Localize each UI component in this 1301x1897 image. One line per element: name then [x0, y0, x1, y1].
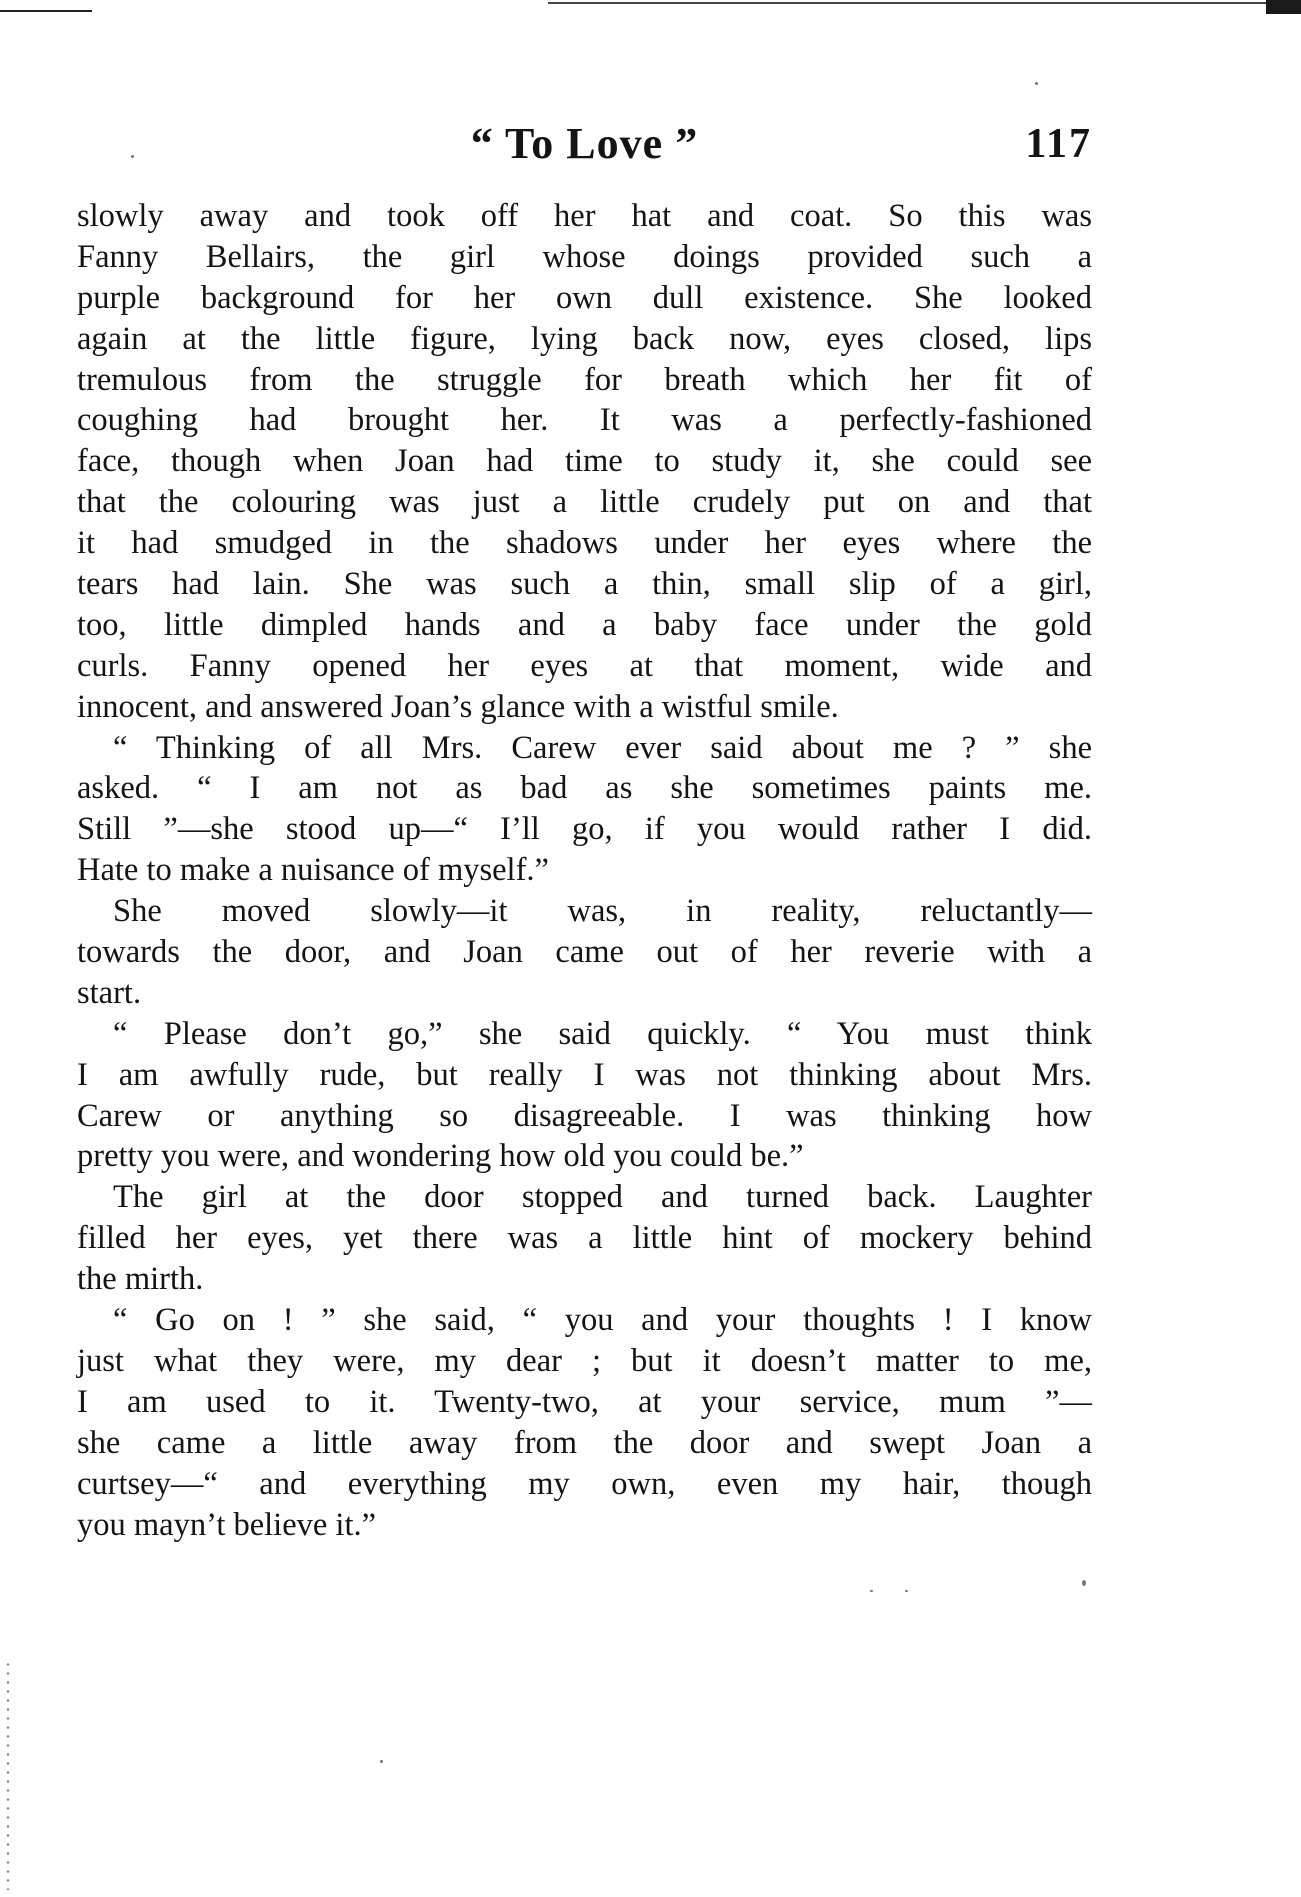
text-line: “ Please don’t go,” she said quickly. “ You must think: [113, 1015, 1092, 1052]
body-text: [77, 196, 1092, 1545]
text-line: towards the door, and Joan came out of her reverie with a: [77, 934, 1092, 971]
text-line: curtsey—“ and everything my own, even my hair, though: [77, 1465, 1092, 1502]
running-head: [77, 118, 1092, 178]
text-line: just what they were, my dear ; but it doesn’t matter to me,: [77, 1342, 1092, 1379]
text-line: I am used to it. Twenty-two, at your service, mum ”—: [77, 1383, 1092, 1420]
scan-speck: [380, 1760, 383, 1763]
text-line: asked. “ I am not as bad as she sometimes paints me.: [77, 770, 1092, 807]
text-line: curls. Fanny opened her eyes at that moment, wide and: [77, 647, 1092, 684]
text-line: that the colouring was just a little crudely put on and that: [77, 484, 1092, 521]
text-line: slowly away and took off her hat and coat. So this was: [77, 198, 1092, 234]
scan-edge-dots: [6, 1660, 10, 1890]
text-line: Still ”—she stood up—“ I’ll go, if you would rather I did.: [77, 811, 1092, 848]
text-line: tremulous from the struggle for breath which her fit of: [77, 361, 1092, 398]
text-line: it had smudged in the shadows under her eyes where the: [77, 525, 1092, 562]
text-line: filled her eyes, yet there was a little hint of mockery behind: [77, 1220, 1092, 1257]
running-title: “ To Love ”: [470, 119, 699, 168]
text-line: “ Go on ! ” she said, “ you and your thoughts ! I know: [113, 1302, 1092, 1339]
scan-speck: [1082, 1580, 1086, 1586]
text-line: Carew or anything so disagreeable. I was thinking how: [77, 1097, 1092, 1134]
corner-ink-mark: [1266, 0, 1301, 14]
text-line: tears had lain. She was such a thin, small slip of a girl,: [77, 566, 1092, 603]
scan-speck: [870, 1590, 873, 1592]
text-line: you mayn’t believe it.”: [77, 1506, 377, 1543]
text-line: She moved slowly—it was, in reality, reluctantly—: [113, 893, 1092, 930]
scan-speck: [905, 1590, 908, 1592]
text-line: again at the little figure, lying back now, eyes closed, lips: [77, 320, 1092, 357]
text-line: Hate to make a nuisance of myself.”: [77, 852, 549, 889]
top-rule-left: [0, 10, 92, 12]
text-line: “ Thinking of all Mrs. Carew ever said about me ? ” she: [113, 729, 1092, 766]
scan-speck: [131, 155, 134, 158]
top-rule-right: [548, 2, 1268, 4]
text-line: I am awfully rude, but really I was not thinking about Mrs.: [77, 1056, 1092, 1093]
scan-speck: [1035, 82, 1038, 85]
text-line: she came a little away from the door and swept Joan a: [77, 1424, 1092, 1461]
page-number: 117: [1025, 121, 1092, 167]
text-line: The girl at the door stopped and turned back. Laughter: [113, 1179, 1092, 1216]
text-line: the mirth.: [77, 1261, 204, 1298]
text-line: too, little dimpled hands and a baby face under the gold: [77, 606, 1092, 643]
text-line: face, though when Joan had time to study it, she could see: [77, 443, 1092, 480]
text-line: start.: [77, 974, 142, 1011]
text-line: coughing had brought her. It was a perfectly-fashioned: [77, 402, 1092, 439]
text-line: pretty you were, and wondering how old you could be.”: [77, 1138, 804, 1175]
text-line: Fanny Bellairs, the girl whose doings provided such a: [77, 238, 1092, 275]
text-line: innocent, and answered Joan’s glance with a wistful smile.: [77, 688, 839, 725]
text-line: purple background for her own dull existence. She looked: [77, 279, 1092, 316]
